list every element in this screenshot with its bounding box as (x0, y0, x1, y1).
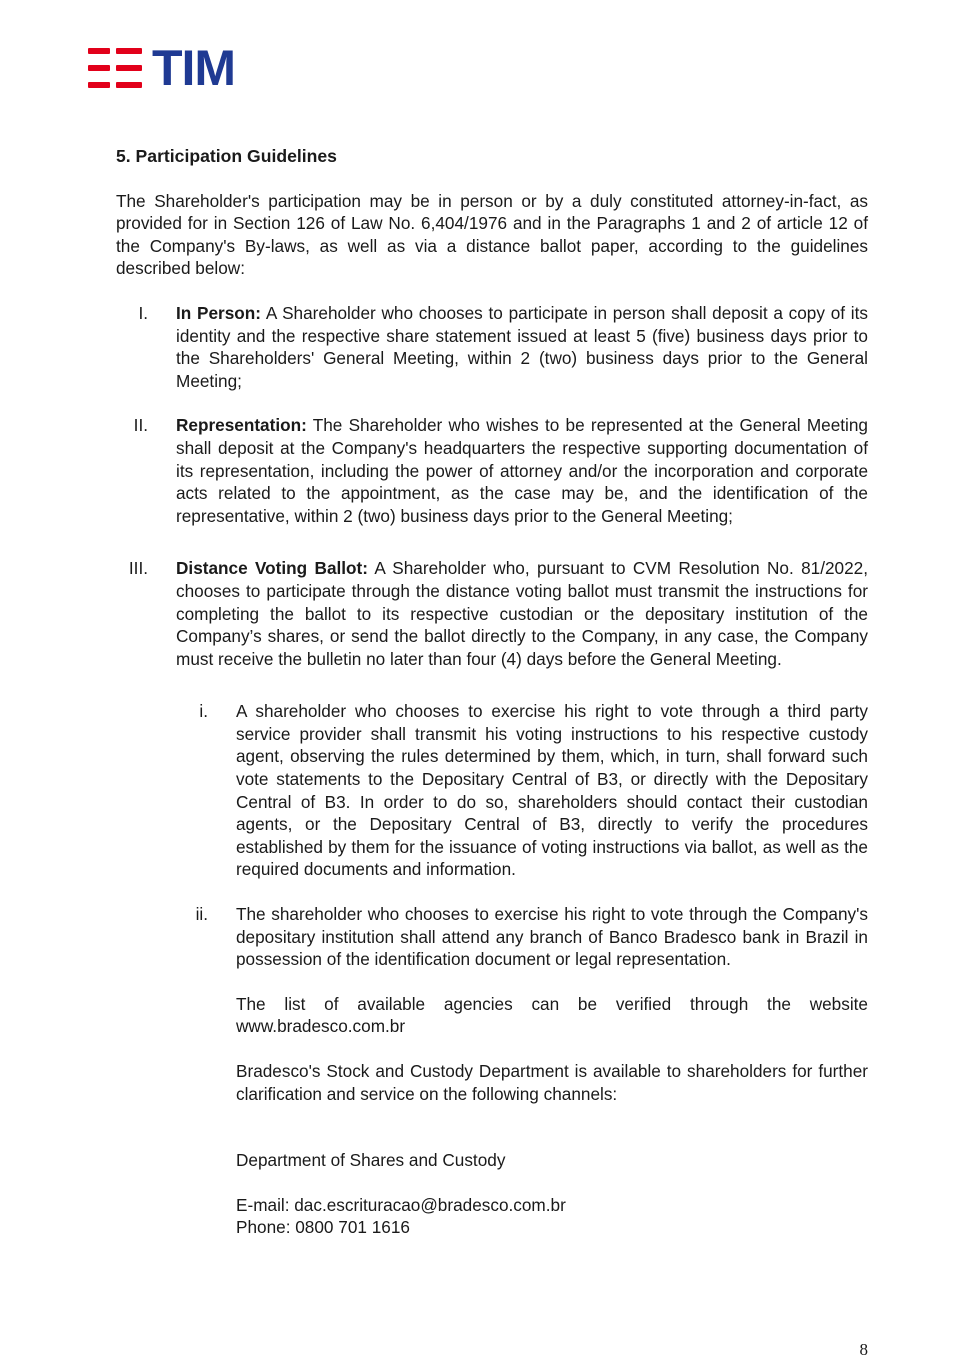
sub-item-number: i. (199, 701, 208, 722)
sub-item-text: The shareholder who chooses to exercise his right to vote through the Company's depositary institution shall attend any branch of Banco Bradesco bank in Brazil in possession of the identification document or legal representation. (236, 904, 868, 970)
list-item-in-person (116, 302, 868, 392)
department-name: Department of Shares and Custody (236, 1150, 506, 1171)
tim-logo-text: TIM (152, 40, 236, 96)
contact-phone: Phone: 0800 701 1616 (236, 1217, 410, 1238)
tim-logo-mark (88, 46, 146, 90)
list-item-text: The Shareholder who wishes to be represented at the General Meeting shall deposit at the Company's headquarters the respective supporting documentation of its representation, including the power of attorney and/or the incorporation and corporate acts related to the appointment, as the case may be, and the identification of the representative, within 2 (two) business days prior to the General Meeting; (176, 415, 868, 526)
agencies-note: The list of available agencies can be verified through the website www.bradesco.com.br (236, 993, 868, 1037)
sub-item-number: ii. (195, 904, 208, 925)
intro-paragraph: The Shareholder's participation may be in person or by a duly constituted attorney-in-fact, as provided for in Section 126 of Law No. 6,404/1976 and in the Paragraphs 1 and 2 of article 12 of the Company's By-laws, as well as via a distance ballot paper, according to the guidelines described below: (116, 190, 868, 279)
list-number: III. (128, 558, 148, 579)
list-item-label: In Person: (176, 302, 262, 323)
list-item-label: Distance Voting Ballot: (176, 558, 369, 579)
contact-email: E-mail: dac.escrituracao@bradesco.com.br (236, 1194, 566, 1215)
list-item-text: A Shareholder who, pursuant to CVM Resolution No. 81/2022, chooses to participate through the distance voting ballot must transmit the instructions for completing the ballot to its respective custodian or the depositary institution of the Company’s shares, or send the ballot directly to the Company, in any case, the Company must receive the bulletin no later than four (4) days before the General Meeting. (176, 558, 868, 669)
list-number: II. (133, 415, 148, 436)
list-number: I. (138, 302, 148, 323)
section-title: 5. Participation Guidelines (116, 146, 337, 166)
page-number: 8 (859, 1340, 868, 1359)
list-item-label: Representation: (176, 415, 307, 436)
tim-logo (88, 40, 236, 96)
sub-item-text: A shareholder who chooses to exercise his right to vote through a third party service provider shall transmit his voting instructions to his respective custody agent, observing the rules determined by them, which, in turn, shall forward such vote statements to the Depositary Central of B3, or directly with the Depositary Central of B3. In order to do so, shareholders should contact their custodian agents, or the Depositary Central of B3, directly to verify the procedures established by them for the issuance of voting instructions via ballot, as well as the required documents and information. (236, 701, 868, 880)
document-body (116, 145, 868, 1239)
sub-item-third-party (116, 700, 868, 881)
sub-item-depositary (116, 903, 868, 971)
list-item-distance-voting (116, 557, 868, 670)
list-item-representation (116, 414, 868, 527)
bradesco-note: Bradesco's Stock and Custody Department is available to shareholders for further clarification and service on the following channels: (236, 1061, 868, 1104)
list-item-text: A Shareholder who chooses to participate in person shall deposit a copy of its identity and the respective share statement issued at least 5 (five) business days prior to the Shareholders' General Meeting, within 2 (two) business days prior to the General Meeting; (176, 302, 868, 391)
